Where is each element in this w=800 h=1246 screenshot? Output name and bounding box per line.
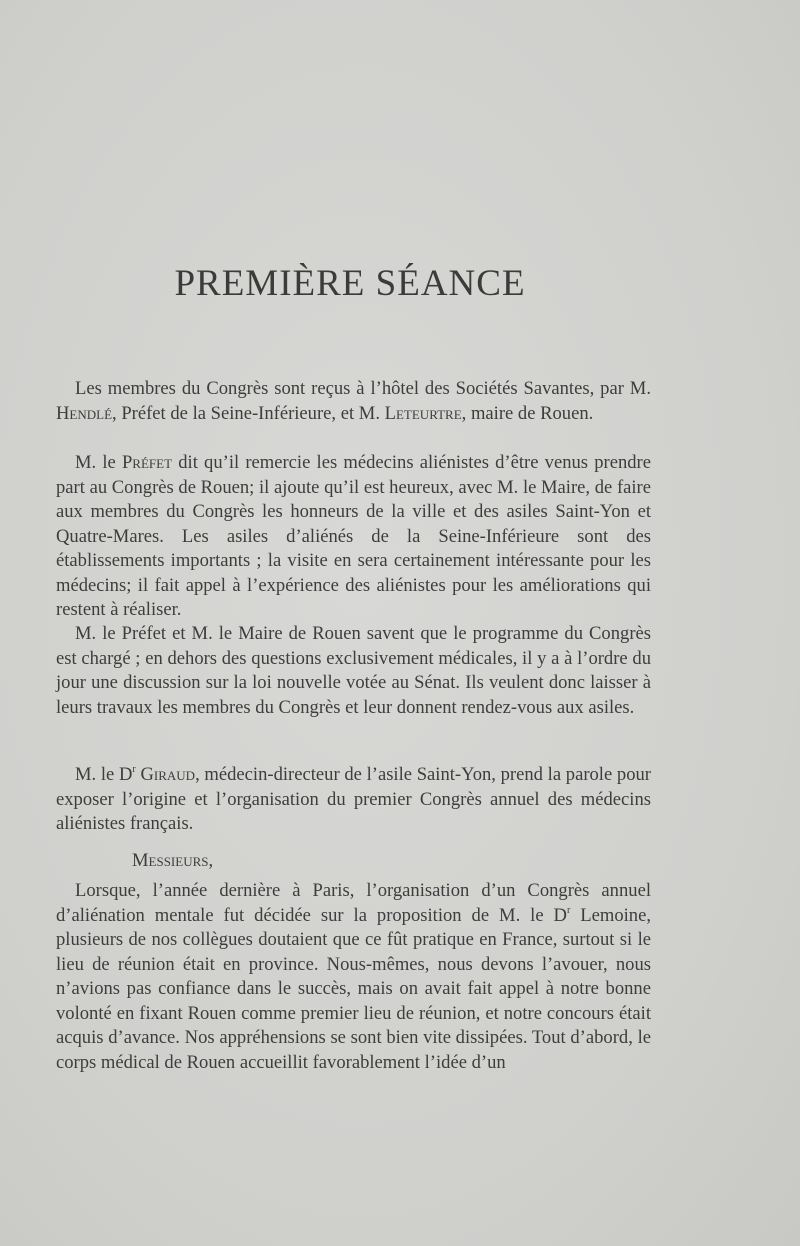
paragraph-reception (56, 377, 651, 426)
paragraph-programme: M. le Préfet et M. le Maire de Rouen savent que le programme du Congrès est chargé ; en dehors des questions exclusivement médicales, il y a à l’ordre du jour une discussion sur la loi nouvelle votée au Sénat. Ils veulent donc laisser à leurs travaux les membres du Congrès et leur donnent rendez-vous aux asiles. (56, 623, 651, 718)
person-name: Leteurtre (384, 402, 462, 424)
section-title: PREMIÈRE SÉANCE (174, 263, 526, 304)
person-name: Giraud (140, 764, 196, 785)
text-run: Lorsque, l’année dernière à Paris, l’organisation d’un Congrès annuel d’aliénation mentale fut décidée sur la proposition de M. le D (56, 880, 651, 926)
salutation: Messieurs, (132, 850, 214, 871)
superscript: r (566, 904, 571, 916)
superscript: r (132, 764, 136, 775)
text-run: M. le D (75, 764, 133, 785)
text-run: , maire de Rouen. (461, 402, 594, 424)
text-run: , médecin-directeur de l’asile Saint-Yon, prend la parole pour exposer l’origine et l’organisation du premier Congrès annuel des médecins aliénistes français. (56, 764, 651, 834)
person-title: Préfet (121, 452, 173, 473)
text-run: dit qu’il remercie les médecins aliénistes d’être venus prendre part au Congrès de Rouen; il ajoute qu’il est heureux, avec M. le Maire, de faire aux membres du Congrès les honneurs de la ville et des asiles Saint-Yon et Quatre-Mares. Les asiles d’aliénés de la Seine-Inférieure sont des établissements importants ; la visite en sera certainement intéressante pour les médecins; il fait appel à l’expérience des aliénistes pour les améliorations qui restent à réaliser. (56, 452, 651, 620)
text-run: , Préfet de la Seine-Inférieure, et M. (112, 402, 385, 424)
paragraph-speech (56, 879, 651, 1075)
text-run: M. le (75, 452, 122, 473)
paragraph-giraud (56, 763, 651, 837)
person-name: Hendlé (56, 402, 113, 424)
text-run: Les membres du Congrès sont reçus à l’hôtel des Sociétés Savantes, par M. (75, 378, 651, 399)
paragraph-prefet-speech (56, 451, 651, 623)
text-run: Lemoine, plusieurs de nos collègues doutaient que ce fût pratique en France, surtout si le lieu de réunion était en province. Nous-mêmes, nous devons l’avouer, nous n’avions pas confiance dans le succès, mais on avait fait appel à notre bonne volonté en fixant Rouen comme premier lieu de réunion, et notre concours était acquis d’avance. Nos appréhensions se sont bien vite dissipées. Tout d’abord, le corps médical de Rouen accueillit favorablement l’idée d’un (56, 904, 651, 1073)
